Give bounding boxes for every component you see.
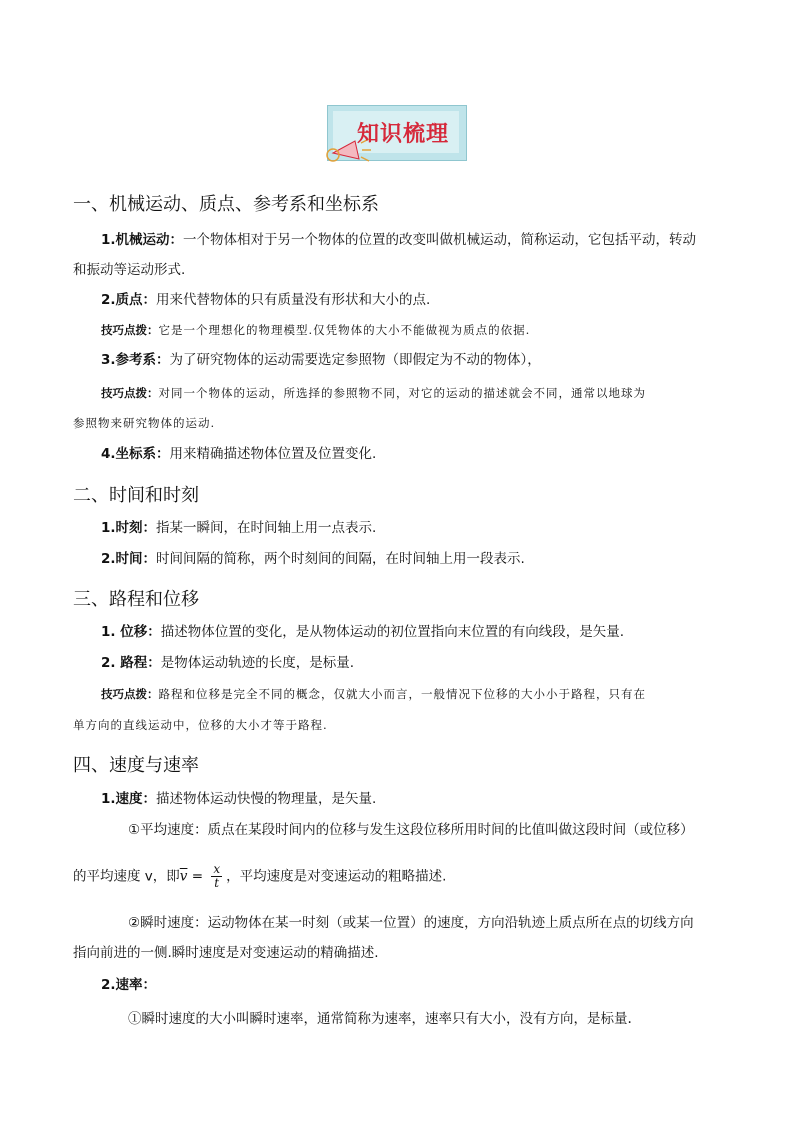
paragraph-average-velocity-formula: [73, 863, 733, 890]
paragraph-text: 时间间隔的简称，两个时刻间的间隔，在时间轴上用一段表示.: [156, 551, 525, 567]
average-velocity-symbol: $\overline{v}$: [179, 868, 188, 885]
fraction-numerator: x: [213, 862, 221, 876]
tip-reference-frame: [101, 380, 741, 406]
paragraph-text: 指某一瞬间，在时间轴上用一点表示.: [156, 520, 377, 536]
paragraph-reference-frame: [101, 348, 741, 373]
term: 2.时间：: [101, 551, 157, 567]
term: 1.时刻：: [101, 520, 157, 536]
paragraph-text: 一个物体相对于另一个物体的位置的改变叫做机械运动，简称运动，它包括平动，转动: [183, 232, 697, 248]
term: 1.速度：: [101, 791, 157, 807]
paragraph-moment: [101, 516, 741, 541]
paragraph-instantaneous-speed: ①瞬时速度的大小叫瞬时速率，通常简称为速率，速率只有大小，没有方向，是标量.: [128, 1011, 632, 1027]
tip-label: 技巧点拨：: [101, 386, 159, 400]
paragraph-continuation: 指向前进的一侧.瞬时速度是对变速运动的精确描述.: [73, 945, 379, 961]
paragraph-coordinate-system: [101, 442, 741, 467]
paragraph-mechanical-motion: [101, 228, 741, 253]
paragraph-displacement: [101, 620, 741, 645]
tip-text: 路程和位移是完全不同的概念，仅就大小而言，一般情况下位移的大小小于路程，只有在: [158, 687, 646, 701]
term: 2.质点：: [101, 292, 157, 308]
tip-text: 它是一个理想化的物理模型.仅凭物体的大小不能做视为质点的依据.: [158, 323, 531, 337]
paragraph-text: 描述物体运动快慢的物理量，是矢量.: [156, 791, 377, 807]
paragraph-average-velocity: ①平均速度：质点在某段时间内的位移与发生这段位移所用时间的比值叫做这段时间（或位移）: [128, 822, 694, 838]
paragraph-time: [101, 547, 741, 572]
term: 1.机械运动：: [101, 232, 184, 248]
tip-label: 技巧点拨：: [101, 687, 159, 701]
term: 1. 位移：: [101, 624, 161, 640]
paragraph-text: 为了研究物体的运动需要选定参照物（即假定为不动的物体），: [169, 352, 541, 368]
fraction-denominator: t: [214, 876, 220, 890]
section-badge: [327, 105, 467, 161]
paragraph-distance: [101, 651, 741, 676]
paragraph-velocity: [101, 787, 741, 812]
tip-continuation: 单方向的直线运动中，位移的大小才等于路程.: [73, 718, 328, 732]
term: 3.参考系：: [101, 352, 170, 368]
term: 2. 路程：: [101, 655, 161, 671]
paragraph-text: 的平均速度 v，即: [73, 868, 180, 885]
fraction-x-over-t: [211, 863, 222, 890]
badge-title: 知识梳理: [357, 122, 450, 147]
paragraph-text: 用来代替物体的只有质量没有形状和大小的点.: [156, 292, 431, 308]
term: 4.坐标系：: [101, 446, 170, 462]
tip-distance: [101, 681, 741, 707]
paragraph-particle: [101, 288, 741, 313]
tip-particle: [101, 317, 741, 343]
section-heading-4: 四、速度与速率: [73, 755, 199, 776]
section-heading-1: 一、机械运动、质点、参考系和坐标系: [73, 194, 379, 215]
paragraph-text: ，平均速度是对变速运动的粗略描述.: [226, 868, 447, 885]
tip-continuation: 参照物来研究物体的运动.: [73, 416, 216, 430]
term: 2.速率：: [101, 977, 157, 993]
section-heading-3: 三、路程和位移: [73, 589, 199, 610]
paragraph-speed: [101, 973, 741, 998]
paragraph-instantaneous-velocity: ②瞬时速度：运动物体在某一时刻（或某一位置）的速度，方向沿轨迹上质点所在点的切线方向: [128, 915, 694, 931]
tip-label: 技巧点拨：: [101, 323, 159, 337]
paragraph-text: 描述物体位置的变化，是从物体运动的初位置指向末位置的有向线段，是矢量.: [160, 624, 625, 640]
section-heading-2: 二、时间和时刻: [73, 485, 199, 506]
equals-sign: =: [187, 868, 208, 885]
paragraph-continuation: 和振动等运动形式.: [73, 262, 186, 278]
paragraph-text: 是物体运动轨迹的长度，是标量.: [160, 655, 355, 671]
tip-text: 对同一个物体的运动，所选择的参照物不同，对它的运动的描述就会不同，通常以地球为: [158, 386, 646, 400]
paragraph-text: 用来精确描述物体位置及位置变化.: [169, 446, 377, 462]
